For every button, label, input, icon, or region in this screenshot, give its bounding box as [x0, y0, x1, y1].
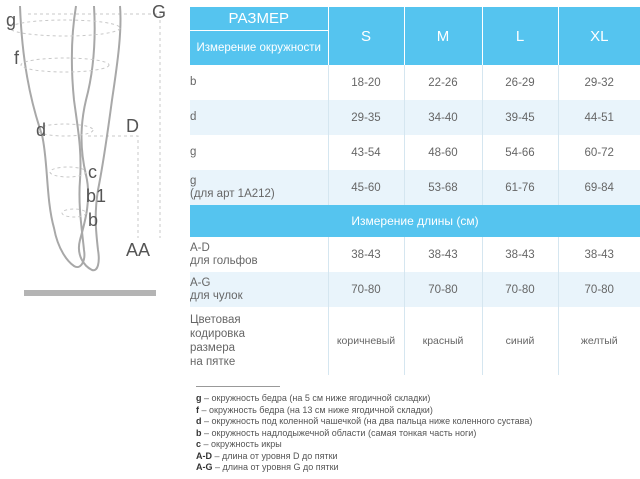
legend-text: – длина от уровня G до пятки	[212, 462, 339, 472]
table-cell: 43-54	[328, 135, 404, 170]
legend-key: f	[196, 404, 199, 415]
legend-item	[196, 462, 616, 474]
table-cell: 53-68	[404, 170, 482, 205]
table-cell: 29-32	[558, 65, 640, 100]
size-L: L	[482, 7, 558, 65]
left-leg-outline	[20, 6, 84, 267]
legend-item	[196, 393, 616, 405]
legend-key: A-G	[196, 462, 213, 472]
table-cell: синий	[482, 307, 558, 375]
legend-key: g	[196, 393, 202, 403]
table-cell: красный	[404, 307, 482, 375]
table-cell: 45-60	[328, 170, 404, 205]
label-G: G	[152, 2, 167, 22]
table-row	[190, 170, 640, 205]
size-XL: XL	[558, 7, 640, 65]
table-cell: коричневый	[328, 307, 404, 375]
table-cell: 38-43	[328, 237, 404, 272]
length-band-title: Измерение длины (см)	[190, 205, 640, 237]
row-label: b	[190, 76, 197, 88]
table-row	[190, 65, 640, 100]
legend	[196, 386, 616, 474]
legend-divider	[196, 386, 280, 387]
legend-item	[196, 405, 616, 417]
table-cell: 26-29	[482, 65, 558, 100]
table-cell: 38-43	[404, 237, 482, 272]
legend-text: – окружность икры	[201, 439, 282, 449]
table-cell: 54-66	[482, 135, 558, 170]
size-S: S	[328, 7, 404, 65]
table-row	[190, 100, 640, 135]
legend-text: – длина от уровня D до пятки	[212, 450, 338, 461]
circumference-b-marker	[62, 209, 86, 217]
row-label-sub: (для арт 1А212)	[190, 187, 275, 200]
label-f: f	[14, 48, 20, 68]
row-label	[190, 272, 328, 307]
table-cell: 44-51	[558, 100, 640, 135]
label-D: D	[126, 116, 139, 136]
table-cell: 29-35	[328, 100, 404, 135]
row-label-sub: для чулок	[190, 289, 243, 302]
right-leg-outline	[79, 6, 121, 270]
table-cell: 70-80	[558, 272, 640, 307]
row-label-main: A-D	[190, 241, 210, 254]
legend-item	[196, 439, 616, 451]
table-cell: 61-76	[482, 170, 558, 205]
row-label	[190, 170, 328, 205]
circumference-f-marker	[21, 58, 109, 72]
row-label-line: на пятке	[190, 356, 236, 368]
table-row	[190, 237, 640, 272]
legend-key: b	[196, 427, 202, 438]
row-label-line: кодировка	[190, 328, 246, 340]
row-label-sub: для гольфов	[190, 254, 258, 267]
legend-key: d	[196, 416, 202, 426]
color-code-row	[190, 307, 640, 375]
label-c: c	[88, 162, 97, 182]
table-cell: 38-43	[482, 237, 558, 272]
table-cell: 18-20	[328, 65, 404, 100]
table-cell: 70-80	[404, 272, 482, 307]
table-cell: 34-40	[404, 100, 482, 135]
measure-title: Измерение окружности	[190, 31, 328, 66]
legend-item	[196, 451, 616, 463]
label-b: b	[88, 210, 99, 230]
leg-measurement-figure	[0, 0, 190, 300]
row-label-line: Цветовая	[190, 314, 241, 326]
row-label-main: g	[190, 174, 197, 187]
table-cell: 60-72	[558, 135, 640, 170]
size-title: РАЗМЕР	[190, 7, 328, 31]
table-cell: 69-84	[558, 170, 640, 205]
size-table	[190, 7, 640, 375]
label-b1: b1	[86, 186, 107, 206]
table-cell: 70-80	[328, 272, 404, 307]
row-label	[190, 237, 328, 272]
legend-text: – окружность бедра (на 13 см ниже ягодичной складки)	[199, 404, 433, 415]
circumference-g-marker	[10, 20, 120, 36]
table-cell: 48-60	[404, 135, 482, 170]
row-label: d	[190, 100, 328, 135]
table-cell: желтый	[558, 307, 640, 375]
table-cell: 39-45	[482, 100, 558, 135]
legend-key: c	[196, 439, 202, 449]
table-row	[190, 135, 640, 170]
row-label	[190, 307, 328, 375]
table-cell: 38-43	[558, 237, 640, 272]
legend-text: – окружность надлодыжечной области (самая тонкая часть ноги)	[201, 427, 477, 438]
label-g: g	[6, 10, 17, 30]
length-band-row	[190, 205, 640, 237]
legend-key: A-D	[196, 450, 212, 461]
row-label: g	[190, 146, 197, 158]
floor-bar	[24, 290, 156, 296]
legend-item	[196, 428, 616, 440]
legend-text: – окружность под коленной чашечкой (на два пальца ниже коленного сустава)	[201, 416, 533, 426]
legend-text: – окружность бедра (на 5 см ниже ягодичной складки)	[201, 393, 431, 403]
size-M: M	[404, 7, 482, 65]
header-row	[190, 7, 640, 31]
table-row	[190, 272, 640, 307]
legend-item	[196, 416, 616, 428]
label-AA: AA	[126, 240, 151, 260]
row-label-line: размера	[190, 342, 236, 354]
label-d: d	[36, 120, 47, 140]
row-label-main: A-G	[190, 276, 211, 289]
table-cell: 22-26	[404, 65, 482, 100]
table-cell: 70-80	[482, 272, 558, 307]
